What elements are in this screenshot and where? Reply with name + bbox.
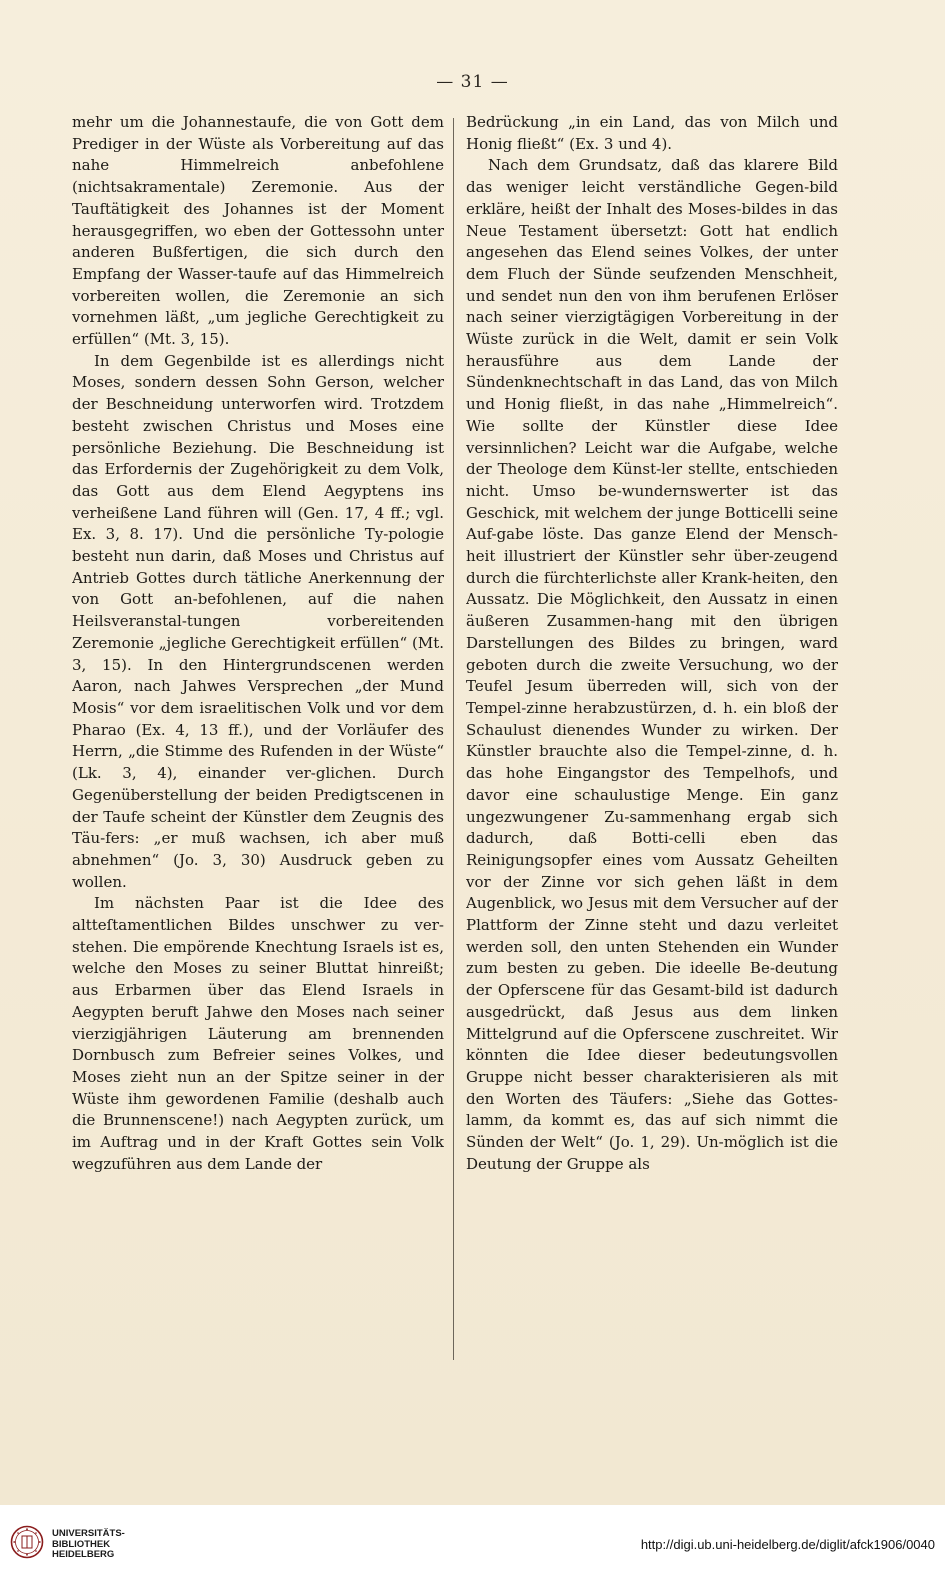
left-paragraph-2: In dem Gegenbilde ist es allerdings nicht Moses, sondern dessen Sohn Gerson, welcher der Beschneidung unterworfen wird. Trotzdem besteht zwischen Christus und Moses eine persönliche Beziehung. Die Beschneidung ist das Erfordernis der Zugehörigkeit zu dem Volk, das Gott aus dem Elend Aegyptens ins verheißene Land führen will (Gen. 17, 4 ff.; vgl. Ex. 3, 8. 17). Und die persönliche Ty-pologie besteht nun darin, daß Moses und Christus auf Antrieb Gottes durch tätliche Anerkennung der von Gott an-befohlenen, auf die nahen Heilsveranstal-tungen vorbereitenden Zeremonie „jegliche Gerechtigkeit erfüllen“ (Mt. 3, 15). In den Hintergrundscenen werden Aaron, nach Jahwes Versprechen „der Mund Mosis“ vor dem israelitischen Volk und vor dem Pharao (Ex. 4, 13 ff.), und der Vorläufer des Herrn, „die Stimme des Rufenden in der Wüste“ (Lk. 3, 4), einander ver-glichen. Durch Gegenüberstellung der beiden Predigtscenen in der Taufe scheint der Künstler dem Zeugnis des Täu-fers: „er muß wachsen, ich aber muß abnehmen“ (Jo. 3, 30) Ausdruck geben zu wollen. (72, 351, 444, 891)
column-divider (453, 118, 454, 1360)
library-name (52, 1529, 125, 1561)
library-name-line-3: HEIDELBERG (52, 1549, 115, 1560)
left-column (72, 112, 444, 1362)
source-url[interactable]: http://digi.ub.uni-heidelberg.de/diglit/afck1906/0040 (640, 1537, 935, 1552)
library-name-line-2: BIBLIOTHEK (52, 1538, 111, 1550)
library-name-line-1: UNIVERSITÄTS- (52, 1528, 125, 1539)
right-column (466, 112, 838, 1362)
university-library-seal-icon (10, 1525, 44, 1559)
footer-bar (0, 1505, 945, 1572)
right-paragraph-1: Bedrückung „in ein Land, das von Milch und Honig fließt“ (Ex. 3 und 4). (466, 113, 838, 153)
left-paragraph-3: Im nächsten Paar ist die Idee des altteſtamentlichen Bildes unschwer zu ver-stehen. Die empörende Knechtung Israels ist es, welche den Moses zu seiner Bluttat hinreißt; aus Erbarmen über das Elend Israels in Aegypten beruft Jahwe den Moses nach seiner vierzigjährigen Läuterung am brennenden Dornbusch zum Befreier seines Volkes, und Moses zieht nun an der Spitze seiner in der Wüste ihm gewordenen Familie (deshalb auch die Brunnenscene!) nach Aegypten zurück, um im Auftrag und in der Kraft Gottes sein Volk wegzuführen aus dem Lande der (72, 894, 444, 1173)
left-paragraph-1: mehr um die Johannestaufe, die von Gott dem Prediger in der Wüste als Vorbereitung auf das nahe Himmelreich anbefohlene (nichtsakramentale) Zeremonie. Aus der Tauftätigkeit des Johannes ist der Moment herausgegriffen, wo eben der Gottessohn unter anderen Bußfertigen, die sich durch den Empfang der Wasser-taufe auf das Himmelreich vorbereiten wollen, die Zeremonie an sich vornehmen läßt, „um jegliche Gerechtigkeit zu erfüllen“ (Mt. 3, 15). (72, 113, 444, 349)
right-paragraph-2: Nach dem Grundsatz, daß das klarere Bild das weniger leicht verständliche Gegen-bild erkläre, heißt der Inhalt des Moses-bildes in das Neue Testament übersetzt: Gott hat endlich angesehen das Elend seines Volkes, der unter dem Fluch der Sünde seufzenden Menschheit, und sendet nun den von ihm berufenen Erlöser nach seiner vierzigtägigen Vorbereitung in der Wüste zurück in die Welt, damit er sein Volk herausführe aus dem Lande der Sündenknechtschaft in das Land, das von Milch und Honig fließt, in das nahe „Himmelreich“. Wie sollte der Künstler diese Idee versinnlichen? Leicht war die Aufgabe, welche der Theologe dem Künst-ler stellte, entschieden nicht. Umso be-wundernswerter ist das Geschick, mit welchem der junge Botticelli seine Auf-gabe löste. Das ganze Elend der Mensch-heit illustriert der Künstler sehr über-zeugend durch die fürchterlichste aller Krank-heiten, den Aussatz. Die Möglichkeit, den Aussatz in einen äußeren Zusammen-hang mit den übrigen Darstellungen des Bildes zu bringen, ward geboten durch die zweite Versuchung, wo der Teufel Jesum überreden will, sich von der Tempel-zinne herabzustürzen, d. h. ein bloß der Schaulust dienendes Wunder zu wirken. Der Künstler brauchte also die Tempel-zinne, d. h. das hohe Eingangstor des Tempelhofs, und davor eine schaulustige Menge. Ein ganz ungezwungener Zu-sammenhang ergab sich dadurch, daß Botti-celli eben das Reinigungsopfer eines vom Aussatz Geheilten vor der Zinne vor sich gehen läßt in dem Augenblick, wo Jesus mit dem Versucher auf der Plattform der Zinne steht und dazu verleitet werden soll, den unten Stehenden ein Wunder zum besten zu geben. Die ideelle Be-deutung der Opferscene für das Gesamt-bild ist dadurch ausgedrückt, daß Jesus aus dem linken Mittelgrund auf die Opferscene zuschreitet. Wir könnten die Idee dieser bedeutungsvollen Gruppe nicht besser charakterisieren als mit den Worten des Täufers: „Siehe das Gottes-lamm, da kommt es, das auf sich nimmt die Sünden der Welt“ (Jo. 1, 29). Un-möglich ist die Deutung der Gruppe als (466, 156, 838, 1173)
page-number: — 31 — (436, 72, 509, 92)
